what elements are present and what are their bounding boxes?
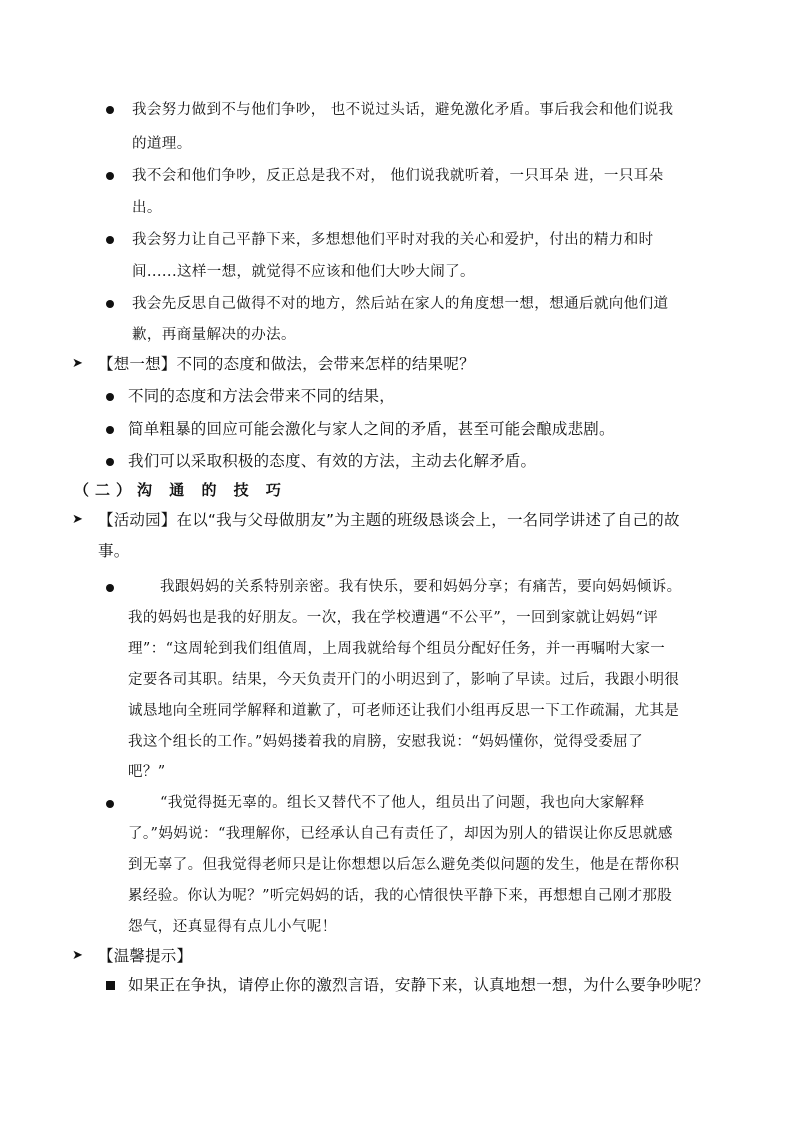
- option-4-line-1: 我会先反思自己做得不对的地方，然后站在家人的角度想一想，想通后就向他们道: [132, 296, 669, 312]
- bullet-dot-icon: [106, 172, 114, 180]
- think-point-1: 不同的态度和方法会带来不同的结果，: [128, 387, 395, 405]
- bullet-dot-icon: [106, 458, 114, 466]
- story-2-line-5: 怨气，还真显得有点儿小气呢！: [128, 919, 337, 935]
- bullet-dot-icon: [106, 800, 114, 808]
- option-1-line-1: 我会努力做到不与他们争吵， 也不说过头话，避免激化矛盾。事后我会和他们说我: [132, 102, 674, 118]
- bullet-dot-icon: [106, 393, 114, 401]
- activity-title-line-2: 事。: [98, 542, 130, 560]
- bullet-dot-icon: [106, 584, 114, 592]
- story-2-line-1: “我觉得挺无辜的。组长又替代不了他人，组员出了问题，我也向大家解释: [160, 795, 645, 811]
- bullet-dot-icon: [106, 106, 114, 114]
- option-3-line-1: 我会努力让自己平静下来，多想想他们平时对我的关心和爱护，付出的精力和时: [132, 232, 654, 248]
- option-2-line-1: 我不会和他们争吵，反正总是我不对， 他们说我就听着，一只耳朵 进，一只耳朵: [132, 168, 664, 184]
- bullet-dot-icon: [106, 300, 114, 308]
- story-1-line-7: 吧？”: [128, 764, 166, 780]
- option-4-line-2: 歉，再商量解决的办法。: [132, 327, 296, 343]
- option-1-line-2: 的道理。: [132, 136, 192, 152]
- think-point-2: 简单粗暴的回应可能会激化与家人之间的矛盾，甚至可能会酿成悲剧。: [128, 420, 615, 438]
- arrow-right-icon: ➤: [72, 356, 83, 371]
- activity-title-line-1: 【活动园】在以“我与父母做朋友”为主题的班级恳谈会上，一名同学讲述了自己的故: [98, 511, 680, 529]
- story-2-line-3: 到无辜了。但我觉得老师只是让你想想以后怎么避免类似问题的发生，他是在帮你积: [128, 857, 680, 873]
- story-2-line-4: 累经验。你认为呢？”听完妈妈的话，我的心情很快平静下来，再想想自己刚才那股: [128, 888, 673, 904]
- story-1-line-1: 我跟妈妈的关系特别亲密。我有快乐，要和妈妈分享；有痛苦，要向妈妈倾诉。: [160, 579, 682, 595]
- tip-title: 【温馨提示】: [98, 947, 193, 965]
- option-3-line-2: 间......这样一想，就觉得不应该和他们大吵大闹了。: [132, 264, 475, 280]
- think-title: 【想一想】不同的态度和做法，会带来怎样的结果呢？: [98, 355, 475, 373]
- tip-item-1: 如果正在争执，请停止你的激烈言语，安静下来，认真地想一想，为什么要争吵呢？: [128, 976, 709, 994]
- story-1-line-5: 诚恳地向全班同学解释和道歉了，可老师还让我们小组再反思一下工作疏漏，尤其是: [128, 703, 680, 719]
- option-2-line-2: 出。: [132, 200, 162, 216]
- section-heading: （二）沟 通 的 技 巧: [74, 481, 287, 499]
- story-1-line-2: 我的妈妈也是我的好朋友。一次，我在学校遭遇“不公平”，一回到家就让妈妈“评: [128, 610, 659, 626]
- arrow-right-icon: ➤: [72, 512, 83, 527]
- arrow-right-icon: ➤: [72, 948, 83, 963]
- story-2-line-2: 了。”妈妈说：“我理解你，已经承认自己有责任了，却因为别人的错误让你反思就感: [128, 826, 673, 842]
- square-bullet-icon: [106, 981, 115, 990]
- bullet-dot-icon: [106, 426, 114, 434]
- bullet-dot-icon: [106, 236, 114, 244]
- story-1-line-3: 理”：“这周轮到我们组值周，上周我就给每个组员分配好任务，并一再嘱咐大家一: [128, 641, 666, 657]
- story-1-line-6: 我这个组长的工作。”妈妈搂着我的肩膀，安慰我说：“妈妈懂你，觉得受委屈了: [128, 734, 643, 750]
- story-1-line-4: 定要各司其职。结果，今天负责开门的小明迟到了，影响了早读。过后，我跟小明很: [128, 672, 680, 688]
- think-point-3: 我们可以采取积极的态度、有效的方法，主动去化解矛盾。: [128, 452, 537, 470]
